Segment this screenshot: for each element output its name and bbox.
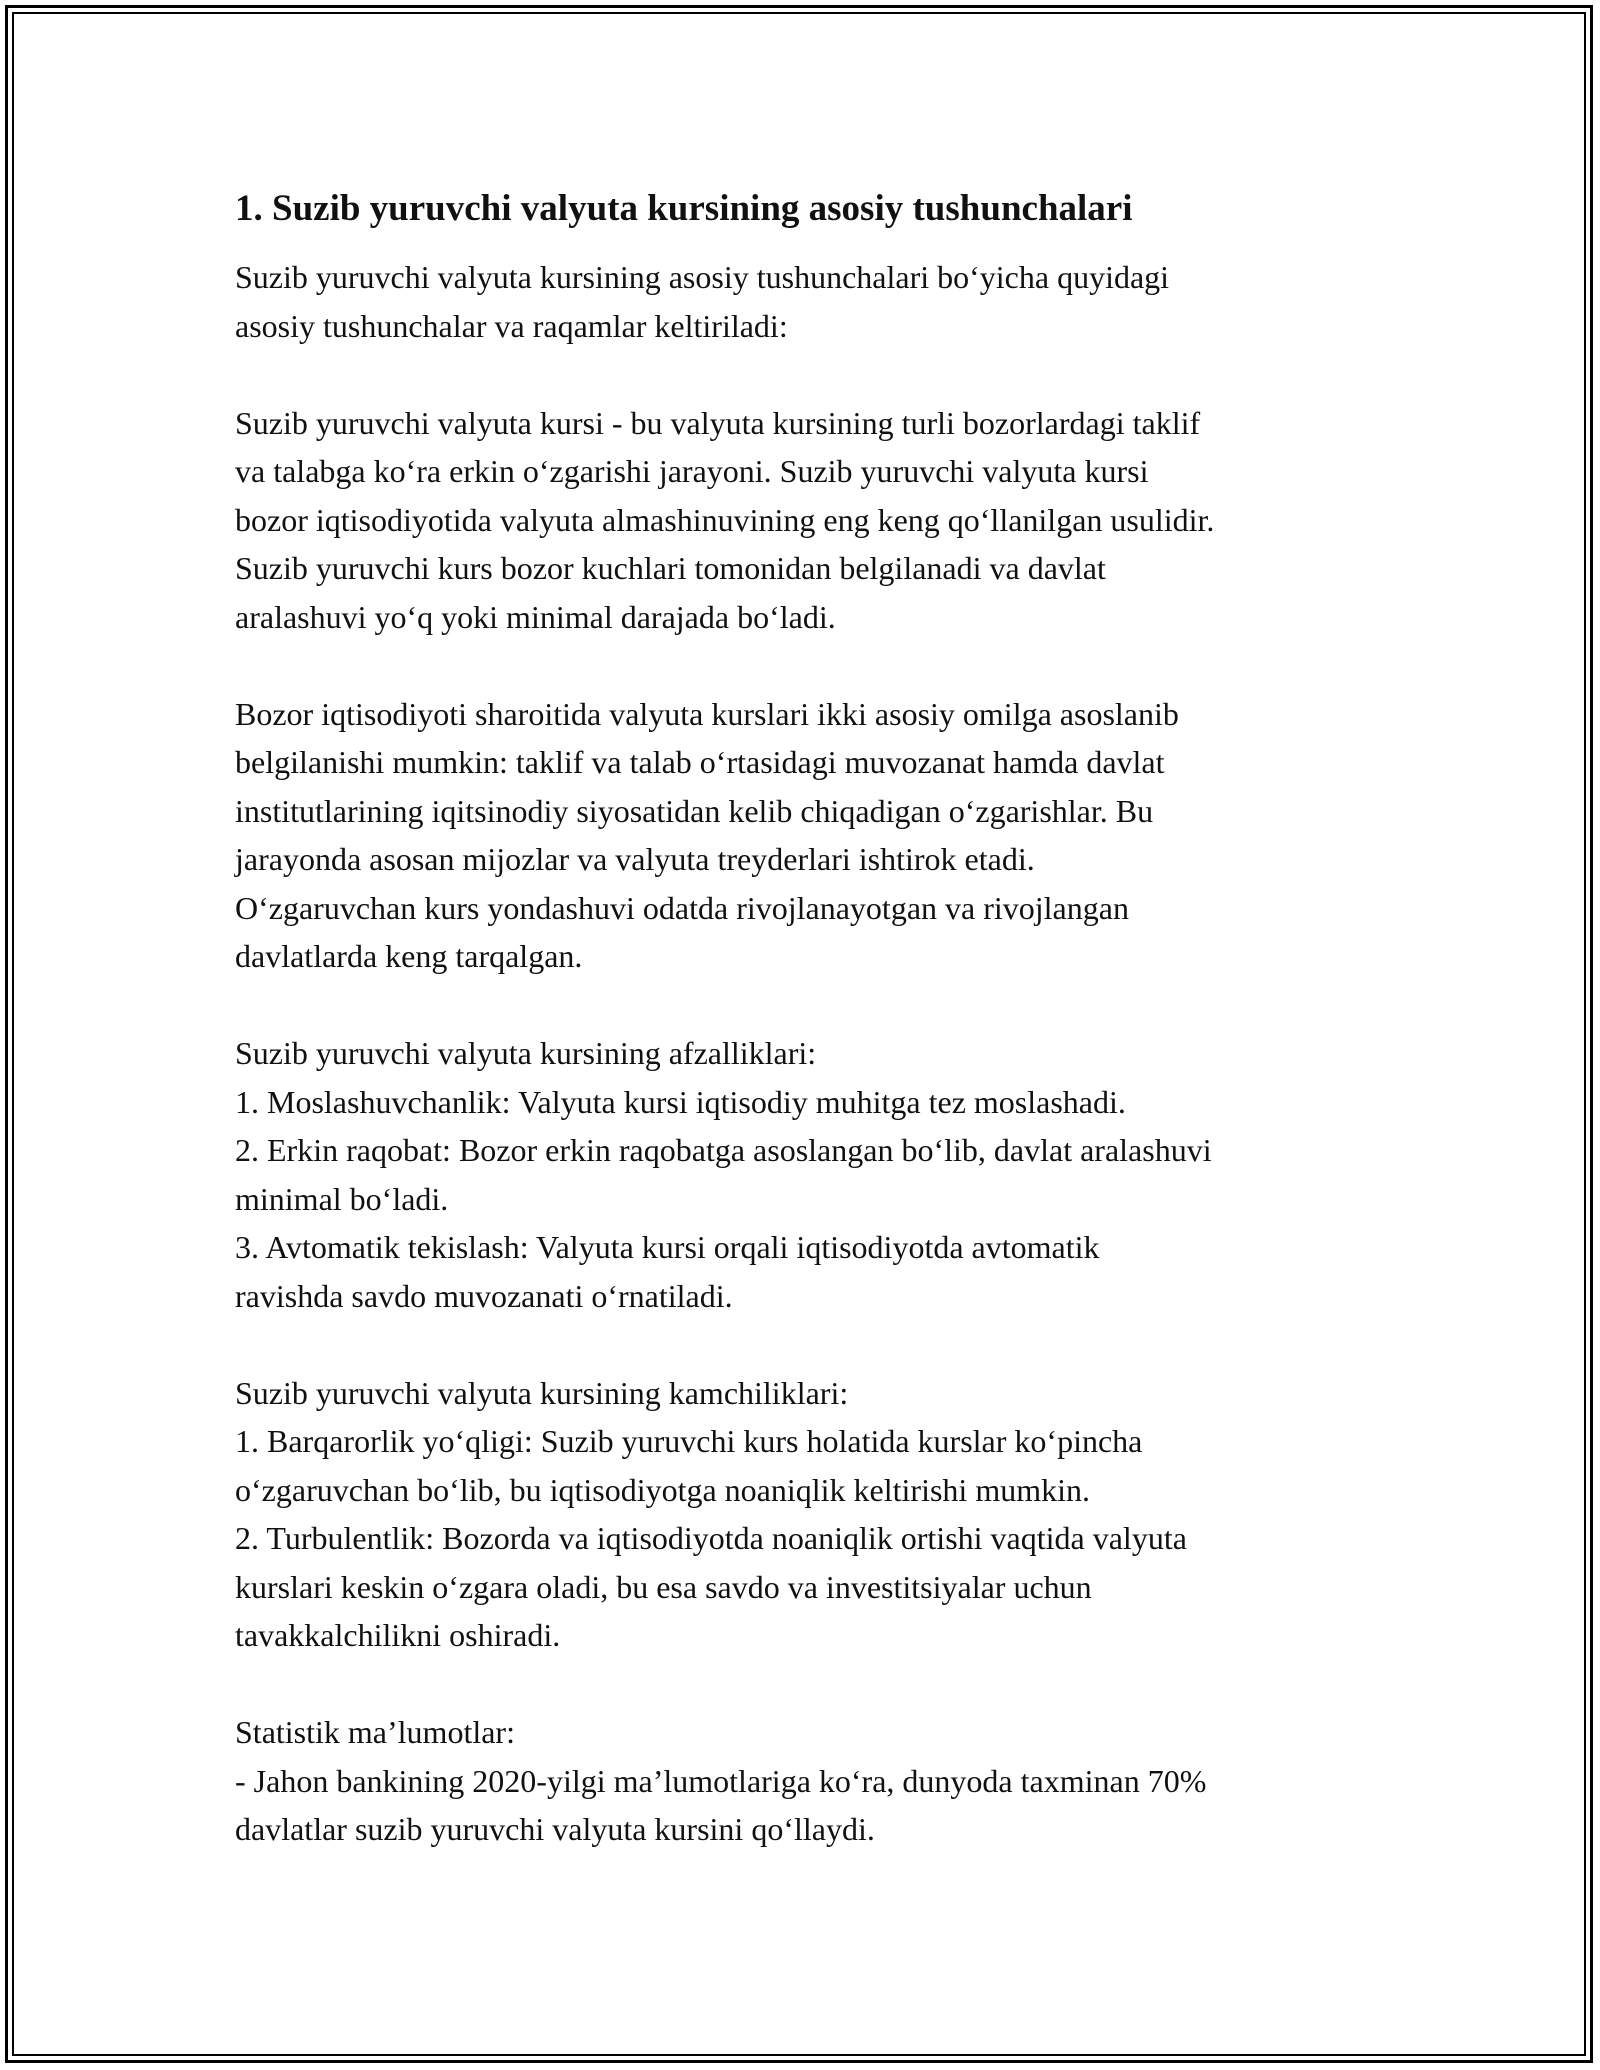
text-line: Suzib yuruvchi kurs bozor kuchlari tomonidan belgilanadi va davlat (235, 550, 1106, 586)
list-item-continuation: tavakkalchilikni oshiradi. (235, 1617, 561, 1653)
list-item: 1. Barqarorlik yo‘qligi: Suzib yuruvchi kurs holatida kurslar ko‘pincha (235, 1423, 1143, 1459)
list-item-continuation: davlatlar suzib yuruvchi valyuta kursini qo‘llaydi. (235, 1811, 875, 1847)
intro-paragraph (235, 253, 1365, 350)
list-item-continuation: kurslari keskin o‘zgara oladi, bu esa savdo va investitsiyalar uchun (235, 1568, 1092, 1605)
list-item: 3. Avtomatik tekislash: Valyuta kursi orqali iqtisodiyotda avtomatik (235, 1229, 1100, 1265)
text-line: O‘zgaruvchan kurs yondashuvi odatda rivojlanayotgan va rivojlangan (235, 889, 1129, 926)
disadvantages-list (235, 1369, 1365, 1660)
text-line: asosiy tushunchalar va raqamlar keltiriladi: (235, 307, 788, 344)
list-item: 2. Turbulentlik: Bozorda va iqtisodiyotda noaniqlik ortishi vaqtida valyuta (235, 1520, 1187, 1556)
text-line: Suzib yuruvchi valyuta kursi - bu valyuta kursining turli bozorlardagi taklif (235, 404, 1201, 441)
list-item-continuation: minimal bo‘ladi. (235, 1180, 449, 1217)
text-line: aralashuvi yo‘q yoki minimal darajada bo‘ladi. (235, 598, 836, 635)
list-heading: Suzib yuruvchi valyuta kursining kamchiliklari: (235, 1374, 849, 1411)
text-line: bozor iqtisodiyotida valyuta almashinuvining eng keng qo‘llanilgan usulidir. (235, 501, 1215, 538)
text-line: Suzib yuruvchi valyuta kursining asosiy tushunchalari bo‘yicha quyidagi (235, 259, 1170, 295)
document-title: 1. Suzib yuruvchi valyuta kursining asosiy tushunchalari (235, 188, 1133, 229)
statistics-section (235, 1708, 1365, 1854)
list-item: 2. Erkin raqobat: Bozor erkin raqobatga asoslangan bo‘lib, davlat aralashuvi (235, 1132, 1212, 1168)
text-line: va talabga ko‘ra erkin o‘zgarishi jarayoni. Suzib yuruvchi valyuta kursi (235, 453, 1149, 489)
list-item: 1. Moslashuvchanlik: Valyuta kursi iqtisodiy muhitga tez moslashadi. (235, 1083, 1126, 1120)
list-item: - Jahon bankining 2020-yilgi ma’lumotlariga ko‘ra, dunyoda taxminan 70% (235, 1762, 1207, 1799)
text-line: institutlarining iqitsinodiy siyosatidan kelib chiqadigan o‘zgarishlar. Bu (235, 792, 1154, 829)
list-heading: Statistik ma’lumotlar: (235, 1714, 515, 1750)
definition-paragraph (235, 399, 1365, 642)
list-item-continuation: ravishda savdo muvozanati o‘rnatiladi. (235, 1277, 733, 1314)
text-line: Bozor iqtisodiyoti sharoitida valyuta kurslari ikki asosiy omilga asoslanib (235, 695, 1179, 732)
advantages-list (235, 1029, 1365, 1320)
market-economy-paragraph (235, 690, 1365, 981)
document-body (235, 185, 1365, 1902)
text-line: davlatlarda keng tarqalgan. (235, 938, 583, 974)
text-line: belgilanishi mumkin: taklif va talab o‘rtasidagi muvozanat hamda davlat (235, 744, 1165, 780)
list-heading: Suzib yuruvchi valyuta kursining afzalliklari: (235, 1035, 817, 1071)
text-line: jarayonda asosan mijozlar va valyuta treyderlari ishtirok etadi. (235, 841, 1035, 877)
list-item-continuation: o‘zgaruvchan bo‘lib, bu iqtisodiyotga noaniqlik keltirishi mumkin. (235, 1471, 1090, 1508)
